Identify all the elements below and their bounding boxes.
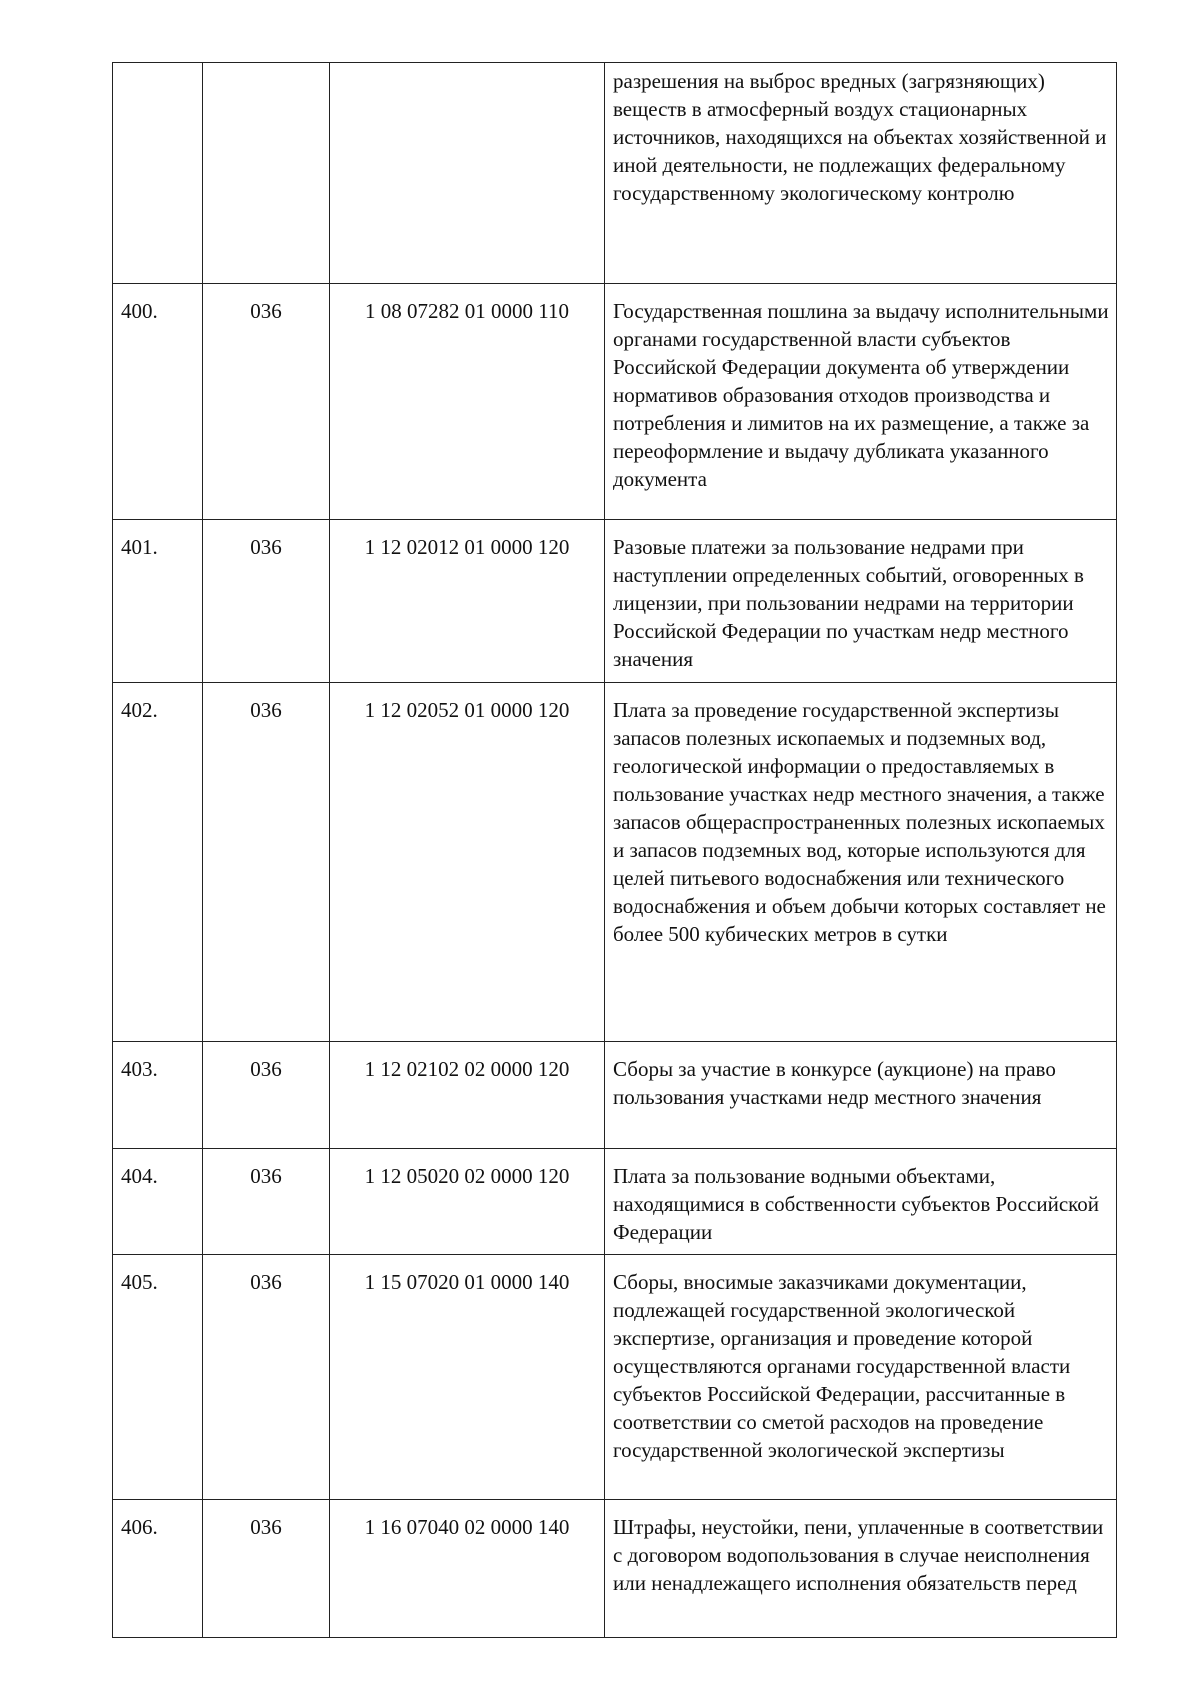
row-number-cell: 400. [113, 284, 203, 520]
table-row [113, 520, 1117, 683]
table-row [113, 683, 1117, 1042]
budget-classification-code-cell [330, 63, 605, 284]
revenue-description-cell: Сборы, вносимые заказчиками документации, подлежащей государственной экологической экспертизе, организация и проведение которой осуществляются органами государственной власти субъектов Российской Федерации, рассчитанные в соответствии со сметой расходов на проведение государственной экологической экспертизы [605, 1255, 1117, 1500]
administrator-code-cell [203, 63, 330, 284]
budget-classification-code-cell: 1 12 02102 02 0000 120 [330, 1042, 605, 1149]
table-row-continuation [113, 63, 1117, 284]
table-row [113, 1149, 1117, 1255]
row-number-cell: 402. [113, 683, 203, 1042]
row-number-cell: 401. [113, 520, 203, 683]
revenue-description-cell: разрешения на выброс вредных (загрязняющих) веществ в атмосферный воздух стационарных источников, находящихся на объектах хозяйственной и иной деятельности, не подлежащих федеральному государственному экологическому контролю [605, 63, 1117, 284]
revenue-description-cell: Сборы за участие в конкурсе (аукционе) на право пользования участками недр местного значения [605, 1042, 1117, 1149]
table-row [113, 1500, 1117, 1638]
row-number-cell: 404. [113, 1149, 203, 1255]
administrator-code-cell: 036 [203, 1042, 330, 1149]
budget-classification-code-cell: 1 12 02052 01 0000 120 [330, 683, 605, 1042]
revenue-description-cell: Плата за проведение государственной экспертизы запасов полезных ископаемых и подземных вод, геологической информации о предоставляемых в пользование участках недр местного значения, а также запасов общераспространенных полезных ископаемых и запасов подземных вод, которые используются для целей питьевого водоснабжения или технического водоснабжения и объем добычи которых составляет не более 500 кубических метров в сутки [605, 683, 1117, 1042]
revenue-description-cell: Штрафы, неустойки, пени, уплаченные в соответствии с договором водопользования в случае неисполнения или ненадлежащего исполнения обязательств перед [605, 1500, 1117, 1638]
budget-classification-code-cell: 1 12 05020 02 0000 120 [330, 1149, 605, 1255]
administrator-code-cell: 036 [203, 1500, 330, 1638]
budget-classification-code-cell: 1 08 07282 01 0000 110 [330, 284, 605, 520]
row-number-cell: 405. [113, 1255, 203, 1500]
row-number-cell: 403. [113, 1042, 203, 1149]
administrator-code-cell: 036 [203, 683, 330, 1042]
row-number-cell: 406. [113, 1500, 203, 1638]
table-row [113, 1042, 1117, 1149]
budget-classification-code-cell: 1 15 07020 01 0000 140 [330, 1255, 605, 1500]
budget-classification-code-cell: 1 16 07040 02 0000 140 [330, 1500, 605, 1638]
row-number-cell [113, 63, 203, 284]
administrator-code-cell: 036 [203, 1255, 330, 1500]
administrator-code-cell: 036 [203, 284, 330, 520]
revenue-description-cell: Плата за пользование водными объектами, находящимися в собственности субъектов Российской Федерации [605, 1149, 1117, 1255]
administrator-code-cell: 036 [203, 1149, 330, 1255]
budget-classification-code-cell: 1 12 02012 01 0000 120 [330, 520, 605, 683]
revenue-description-cell: Разовые платежи за пользование недрами при наступлении определенных событий, оговоренных в лицензии, при пользовании недрами на территории Российской Федерации по участкам недр местного значения [605, 520, 1117, 683]
administrator-code-cell: 036 [203, 520, 330, 683]
table-row [113, 1255, 1117, 1500]
revenue-codes-table [112, 62, 1117, 1638]
revenue-description-cell: Государственная пошлина за выдачу исполнительными органами государственной власти субъектов Российской Федерации документа об утверждении нормативов образования отходов производства и потребления и лимитов на их размещение, а также за переоформление и выдачу дубликата указанного документа [605, 284, 1117, 520]
table-row [113, 284, 1117, 520]
